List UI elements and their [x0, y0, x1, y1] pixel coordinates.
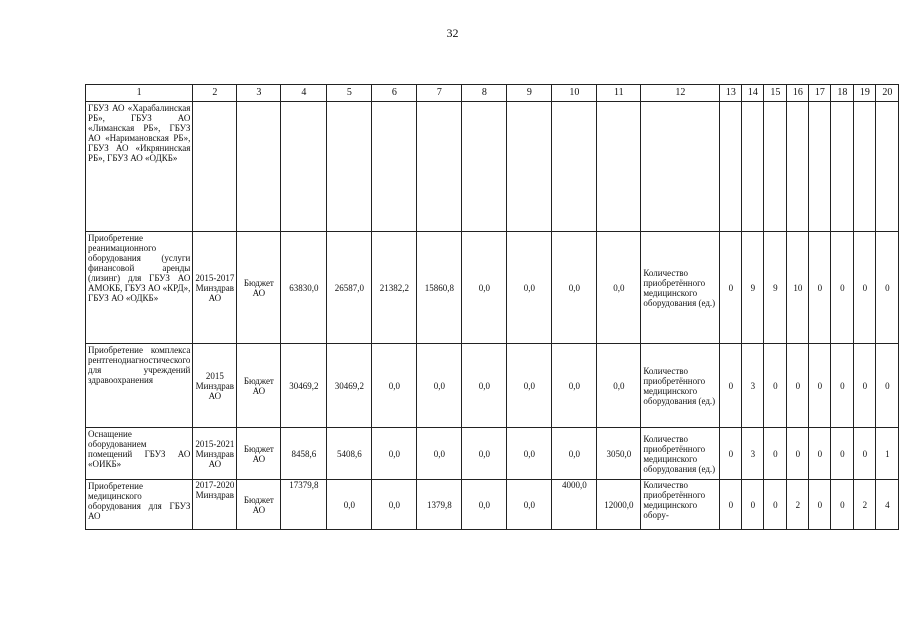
col-header: 14	[742, 85, 764, 102]
indicator-value: 10	[787, 232, 809, 344]
indicator-value: 0	[787, 344, 809, 428]
funding-value: 12000,0	[597, 480, 641, 530]
indicator-value	[742, 102, 764, 232]
table-row	[86, 428, 899, 480]
funding-value	[372, 102, 417, 232]
indicator-value: 0	[854, 428, 876, 480]
col-header: 2	[193, 85, 237, 102]
period-executor: 2017-2020 Минздрав	[193, 480, 237, 530]
col-header: 17	[809, 85, 831, 102]
program-table	[85, 84, 899, 530]
table-row	[86, 232, 899, 344]
indicator-value: 0	[876, 344, 899, 428]
indicator-name: Количество приобретённого медицинского оборудования (ед.)	[641, 428, 720, 480]
col-header: 6	[372, 85, 417, 102]
indicator-value: 9	[764, 232, 787, 344]
col-header: 10	[552, 85, 597, 102]
indicator-value: 2	[854, 480, 876, 530]
indicator-value: 0	[831, 428, 854, 480]
activity-description: Приобретение реанимационного оборудования (услуги финансовой аренды (лизинг) для ГБУЗ АО АМОКБ, ГБУЗ АО «КРД», ГБУЗ АО «ОДКБ»	[86, 232, 193, 344]
indicator-value: 0	[764, 428, 787, 480]
funding-value: 0,0	[372, 428, 417, 480]
funding-value: 26587,0	[327, 232, 372, 344]
table-row	[86, 344, 899, 428]
funding-value: 4000,0	[552, 480, 597, 530]
indicator-value: 1	[876, 428, 899, 480]
funding-value	[327, 102, 372, 232]
funding-value: 0,0	[462, 232, 507, 344]
col-header: 9	[507, 85, 552, 102]
indicator-value: 0	[809, 344, 831, 428]
indicator-value: 0	[764, 344, 787, 428]
period-executor: 2015-2021 Минздрав АО	[193, 428, 237, 480]
indicator-value	[764, 102, 787, 232]
col-header: 15	[764, 85, 787, 102]
funding-source	[237, 102, 281, 232]
indicator-value: 9	[742, 232, 764, 344]
indicator-value: 2	[787, 480, 809, 530]
funding-value: 1379,8	[417, 480, 462, 530]
indicator-value: 4	[876, 480, 899, 530]
indicator-name: Количество приобретённого медицинского оборудования (ед.)	[641, 232, 720, 344]
funding-value: 15860,8	[417, 232, 462, 344]
funding-source: Бюджет АО	[237, 232, 281, 344]
indicator-name: Количество приобретённого медицинского оборудования (ед.)	[641, 344, 720, 428]
funding-value: 0,0	[417, 428, 462, 480]
indicator-value	[831, 102, 854, 232]
indicator-name: Количество приобретённого медицинского обору-	[641, 480, 720, 530]
indicator-value: 0	[809, 480, 831, 530]
period-executor	[193, 102, 237, 232]
col-header: 12	[641, 85, 720, 102]
funding-value: 0,0	[507, 344, 552, 428]
funding-value: 63830,0	[281, 232, 327, 344]
period-executor: 2015-2017 Минздрав АО	[193, 232, 237, 344]
indicator-value	[876, 102, 899, 232]
funding-source: Бюджет АО	[237, 480, 281, 530]
col-header: 3	[237, 85, 281, 102]
funding-value: 3050,0	[597, 428, 641, 480]
funding-value: 0,0	[462, 428, 507, 480]
table-row	[86, 480, 899, 530]
indicator-value: 0	[854, 344, 876, 428]
table-row	[86, 102, 899, 232]
indicator-value: 3	[742, 428, 764, 480]
col-header: 7	[417, 85, 462, 102]
funding-value: 0,0	[507, 480, 552, 530]
funding-source: Бюджет АО	[237, 344, 281, 428]
indicator-value	[720, 102, 742, 232]
indicator-value: 0	[854, 232, 876, 344]
indicator-value: 0	[720, 480, 742, 530]
indicator-value: 0	[720, 344, 742, 428]
col-header: 4	[281, 85, 327, 102]
funding-value: 0,0	[597, 344, 641, 428]
indicator-value	[787, 102, 809, 232]
funding-value: 0,0	[507, 428, 552, 480]
activity-description: Оснащение оборудованием помещений ГБУЗ АО «ОИКБ»	[86, 428, 193, 480]
indicator-value: 0	[831, 480, 854, 530]
funding-value	[417, 102, 462, 232]
period-executor: 2015 Минздрав АО	[193, 344, 237, 428]
funding-value: 0,0	[552, 344, 597, 428]
funding-value: 5408,6	[327, 428, 372, 480]
col-header: 5	[327, 85, 372, 102]
col-header: 11	[597, 85, 641, 102]
col-header: 13	[720, 85, 742, 102]
indicator-value	[809, 102, 831, 232]
funding-value: 0,0	[552, 232, 597, 344]
funding-value: 0,0	[327, 480, 372, 530]
funding-value: 0,0	[417, 344, 462, 428]
indicator-value: 0	[831, 232, 854, 344]
funding-value: 0,0	[372, 480, 417, 530]
header-row	[86, 85, 899, 102]
indicator-value: 0	[787, 428, 809, 480]
activity-description: Приобретение медицинского оборудования для ГБУЗ АО	[86, 480, 193, 530]
funding-value	[462, 102, 507, 232]
funding-value	[281, 102, 327, 232]
page-number: 32	[446, 26, 459, 40]
funding-source: Бюджет АО	[237, 428, 281, 480]
activity-description: ГБУЗ АО «Харабалинская РБ», ГБУЗ АО «Лиманская РБ», ГБУЗ АО «Наримановская РБ», ГБУЗ АО «Икрянинская РБ», ГБУЗ АО «ОДКБ»	[86, 102, 193, 232]
funding-value	[597, 102, 641, 232]
col-header: 18	[831, 85, 854, 102]
funding-value	[552, 102, 597, 232]
funding-value: 21382,2	[372, 232, 417, 344]
indicator-value: 0	[742, 480, 764, 530]
indicator-name	[641, 102, 720, 232]
funding-value: 0,0	[462, 344, 507, 428]
funding-value: 30469,2	[327, 344, 372, 428]
funding-value: 0,0	[372, 344, 417, 428]
funding-value: 0,0	[597, 232, 641, 344]
funding-value: 30469,2	[281, 344, 327, 428]
col-header: 16	[787, 85, 809, 102]
indicator-value: 0	[809, 232, 831, 344]
funding-value: 0,0	[552, 428, 597, 480]
indicator-value: 3	[742, 344, 764, 428]
indicator-value: 0	[809, 428, 831, 480]
indicator-value: 0	[831, 344, 854, 428]
funding-value: 0,0	[507, 232, 552, 344]
funding-value: 17379,8	[281, 480, 327, 530]
funding-value: 8458,6	[281, 428, 327, 480]
col-header: 20	[876, 85, 899, 102]
indicator-value: 0	[876, 232, 899, 344]
indicator-value	[854, 102, 876, 232]
indicator-value: 0	[720, 428, 742, 480]
col-header: 8	[462, 85, 507, 102]
indicator-value: 0	[764, 480, 787, 530]
col-header: 1	[86, 85, 193, 102]
funding-value	[507, 102, 552, 232]
activity-description: Приобретение комплекса рентгенодиагностического для учреждений здравоохранения	[86, 344, 193, 428]
indicator-value: 0	[720, 232, 742, 344]
col-header: 19	[854, 85, 876, 102]
funding-value: 0,0	[462, 480, 507, 530]
